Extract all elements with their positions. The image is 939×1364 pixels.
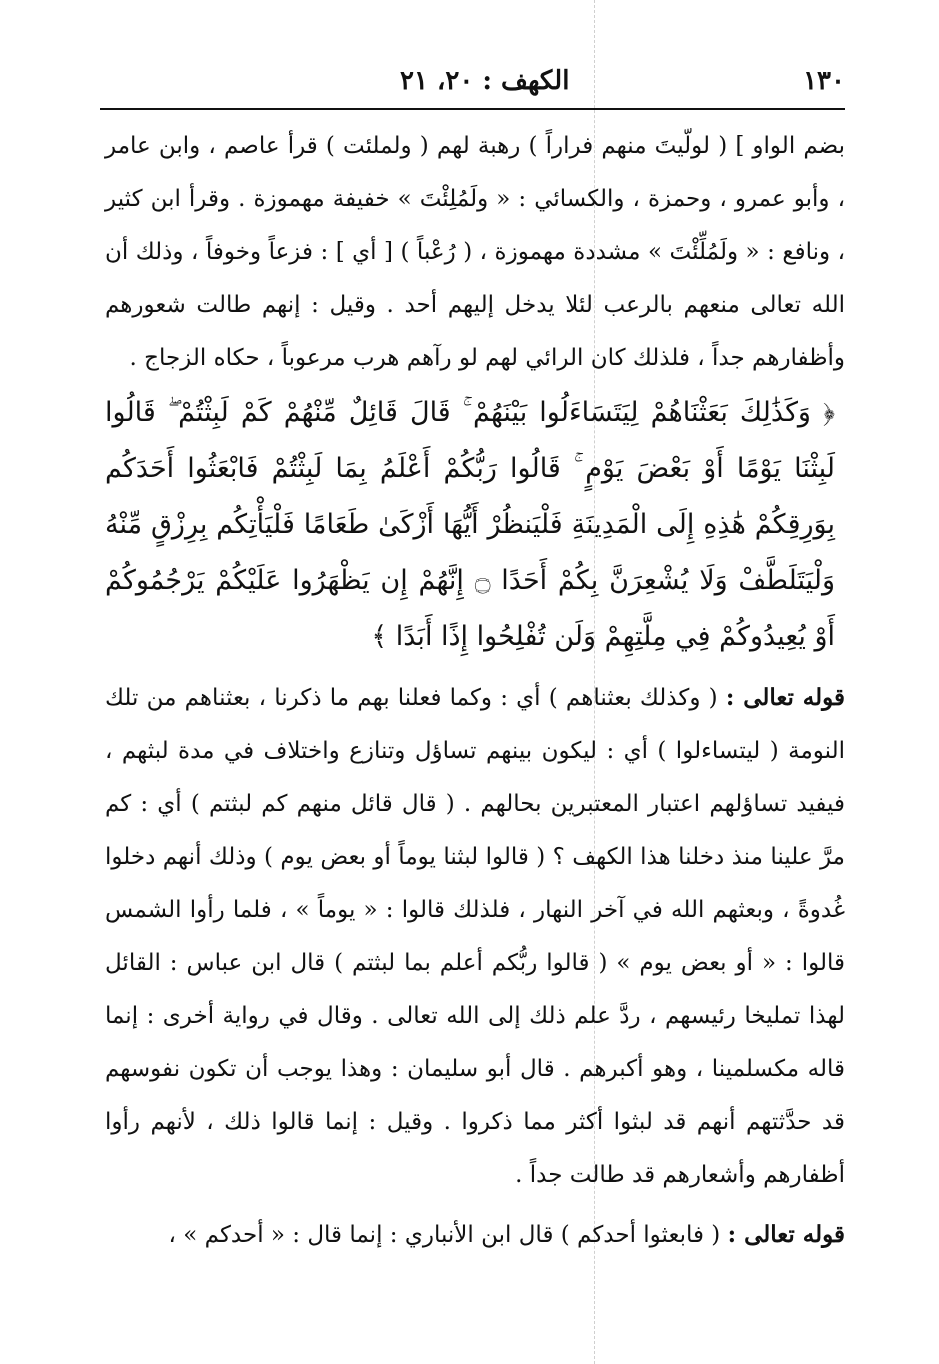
paragraph-commentary-3: [105, 1208, 845, 1262]
paragraph-commentary-2: [105, 671, 845, 1202]
paragraph-commentary-1: بضم الواو ] ( لولّيتَ منهم فراراً ) رهبة لهم ( ولملئت ) قرأ عاصم ، وابن عامر ، وأبو عمرو ، وحمزة ، والكسائي : « ولَمُلِئْتَ » خفيفة مهموزة . وقرأ ابن كثير ، ونافع : « ولَمُلِّئْتَ » مشددة مهموزة ، ( رُعْباً ) [ أي ] : فزعاً وخوفاً ، وذلك أن الله تعالى منعهم بالرعب لئلا يدخل إليهم أحد . وقيل : إنهم طالت شعورهم وأظفارهم جداً ، فلذلك كان الرائي لهم لو رآهم هرب مرعوباً ، حكاه الزجاج .: [105, 133, 845, 371]
paragraph-lead: قوله تعالى :: [725, 684, 846, 711]
page-header: [100, 62, 845, 102]
paragraph-text: ( وكذلك بعثناهم ) أي : وكما فعلنا بهم ما ذكرنا ، بعثناهم من تلك النومة ( ليتساءلوا ) أي : ليكون بينهم تساؤل وتنازع واختلاف في مدة لبثهم ، فيفيد تساؤلهم اعتبار المعتبرين بحالهم . ( قال قائل منهم كم لبثتم ) أي : كم مرَّ علينا منذ دخلنا هذا الكهف ؟ ( قالوا لبثنا يوماً أو بعض يوم ) وذلك أنهم دخلوا غُدوةً ، وبعثهم الله في آخر النهار ، فلذلك قالوا : « يوماً » ، فلما رأوا الشمس قالوا : « أو بعض يوم » ( قالوا ربُّكم أعلم بما لبثتم ) قال ابن عباس : القائل لهذا تمليخا رئيسهم ، ردَّ علم ذلك إلى الله تعالى . وقال في رواية أخرى : إنما قاله مكسلمينا ، وهو أكبرهم . قال أبو سليمان : وهذا يوجب أن تكون نفوسهم قد حدَّثتهم أنهم قد لبثوا أكثر مما ذكروا . وقيل : إنما قالوا ذلك ، لأنهم رأوا أظفارهم وأشعارهم قد طالت جداً .: [105, 685, 845, 1188]
paragraph-text: ( فابعثوا أحدكم ) قال ابن الأنباري : إنما قال : « أحدكم » ،: [168, 1222, 721, 1248]
running-head: الكهف : ٢٠، ٢١: [400, 66, 570, 96]
header-rule: [100, 108, 845, 110]
paragraph-lead: قوله تعالى :: [727, 1221, 845, 1248]
page-number: ١٣٠: [803, 66, 845, 96]
page-body: [105, 120, 845, 1262]
quran-verse-block: ﴿ وَكَذَٰلِكَ بَعَثْنَاهُمْ لِيَتَسَاءَلُوا بَيْنَهُمْ ۚ قَالَ قَائِلٌ مِّنْهُمْ كَمْ لَبِثْتُمْ ۖ قَالُوا لَبِثْنَا يَوْمًا أَوْ بَعْضَ يَوْمٍ ۚ قَالُوا رَبُّكُمْ أَعْلَمُ بِمَا لَبِثْتُمْ فَابْعَثُوا أَحَدَكُم بِوَرِقِكُمْ هَٰذِهِ إِلَى الْمَدِينَةِ فَلْيَنظُرْ أَيُّهَا أَزْكَىٰ طَعَامًا فَلْيَأْتِكُم بِرِزْقٍ مِّنْهُ وَلْيَتَلَطَّفْ وَلَا يُشْعِرَنَّ بِكُمْ أَحَدًا ۝ إِنَّهُمْ إِن يَظْهَرُوا عَلَيْكُمْ يَرْجُمُوكُمْ أَوْ يُعِيدُوكُمْ فِي مِلَّتِهِمْ وَلَن تُفْلِحُوا إِذًا أَبَدًا ﴾: [105, 397, 836, 652]
